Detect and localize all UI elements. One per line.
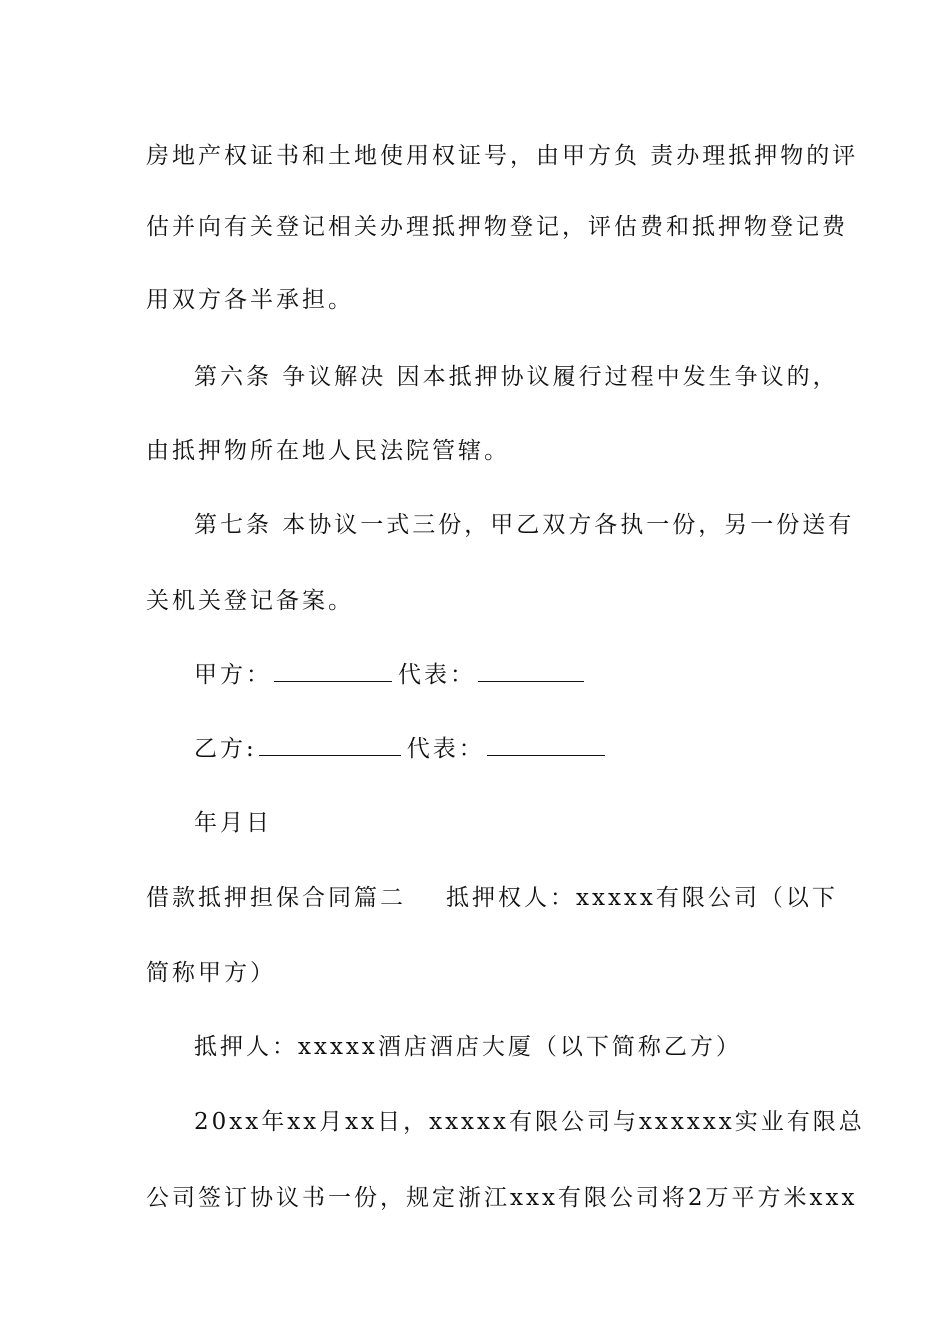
mortgagee-line-1: 抵押权人：xxxxx有限公司（以下: [446, 885, 838, 911]
article-6-line-1: 第六条 争议解决 因本抵押协议履行过程中发生争议的，: [194, 364, 839, 390]
party-a-label: 甲方：: [194, 662, 272, 688]
contract-2-title: 借款抵押担保合同篇二: [146, 885, 406, 911]
contract-2-heading-row: [146, 883, 838, 913]
party-a-signature-row: [194, 660, 810, 690]
party-a-signature-blank: [274, 661, 392, 682]
mortgagor-line: 抵押人：xxxxx酒店酒店大厦（以下简称乙方）: [194, 1034, 742, 1060]
mortgagee-line-2: 简称甲方）: [146, 960, 276, 986]
party-b-signature-row: [194, 734, 810, 764]
paragraph-1-line-3: 用双方各半承担。: [146, 287, 354, 313]
party-b-label: 乙方:: [194, 736, 257, 762]
article-7-line-2: 关机关登记备案。: [146, 588, 354, 614]
party-b-signature-blank: [259, 735, 401, 756]
party-a-rep-label: 代表：: [398, 662, 476, 688]
party-b-rep-blank: [487, 735, 605, 756]
paragraph-1-line-1: 房地产权证书和土地使用权证号，由甲方负 责办理抵押物的评: [146, 143, 859, 169]
contract-2-body-line-1: 20xx年xx月xx日，xxxxx有限公司与xxxxxx实业有限总: [194, 1109, 865, 1135]
party-a-rep-blank: [478, 661, 584, 682]
article-7-line-1: 第七条 本协议一式三份，甲乙双方各执一份，另一份送有: [194, 512, 855, 538]
date-line: 年月日: [194, 810, 272, 836]
party-b-rep-label: 代表：: [406, 736, 485, 762]
article-6-line-2: 由抵押物所在地人民法院管辖。: [146, 438, 510, 464]
paragraph-1-line-2: 估并向有关登记相关办理抵押物登记，评估费和抵押物登记费: [146, 214, 848, 240]
contract-2-body-line-2: 公司签订协议书一份，规定浙江xxx有限公司将2万平方米xxx: [146, 1185, 858, 1211]
